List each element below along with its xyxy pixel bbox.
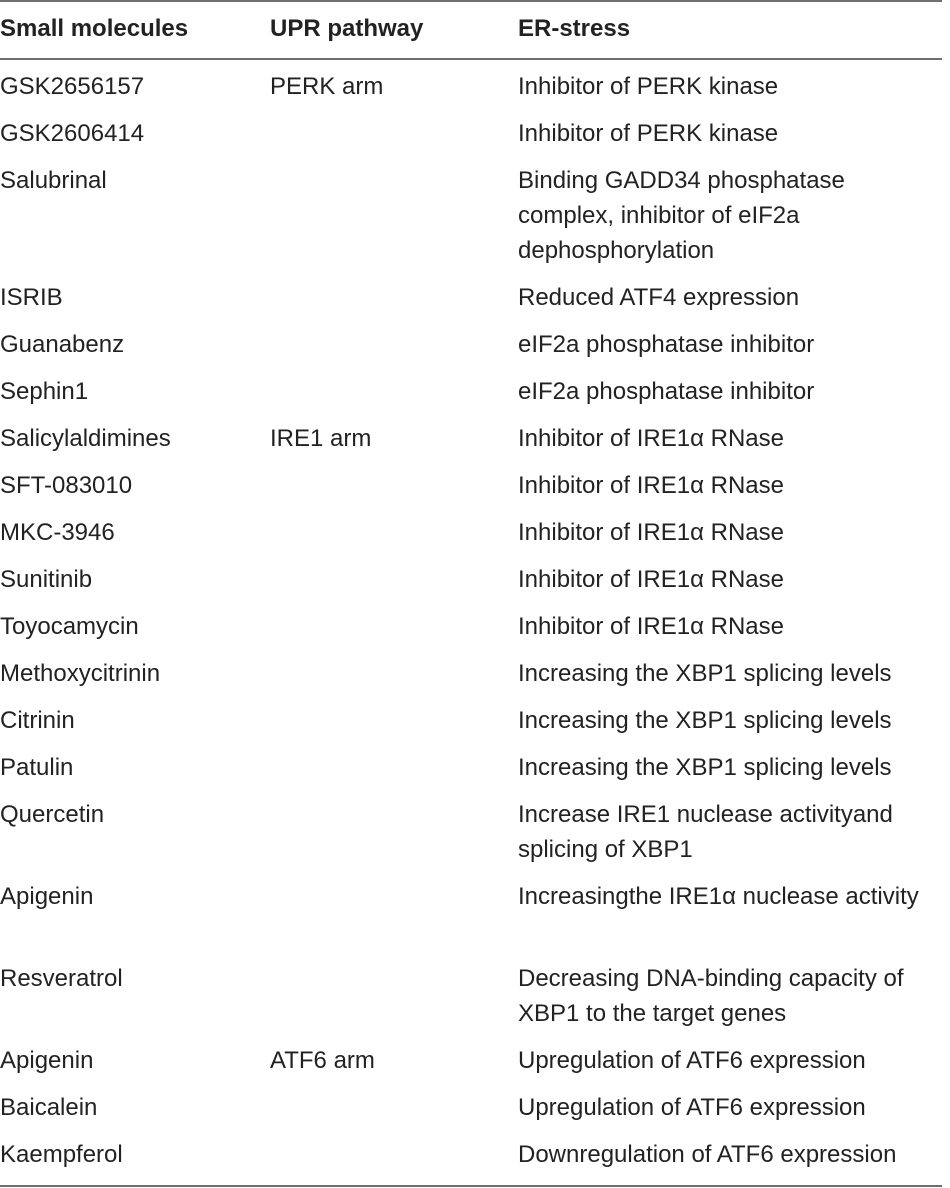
molecule-cell: Salubrinal — [0, 167, 107, 194]
effect-cell: Inhibitor of IRE1α RNase — [518, 472, 784, 499]
molecule-cell: Guanabenz — [0, 331, 125, 358]
table-row — [0, 647, 942, 694]
table-row — [0, 412, 942, 459]
table-row — [0, 788, 942, 870]
table-row — [0, 741, 942, 788]
table-row — [0, 506, 942, 553]
table-row — [0, 60, 942, 107]
molecule-cell: Apigenin — [0, 1047, 94, 1074]
effect-cell: Upregulation of ATF6 expression — [518, 1047, 866, 1074]
table-row — [0, 365, 942, 412]
effect-cell: Inhibitor of IRE1α RNase — [518, 566, 784, 593]
molecule-cell: MKC-3946 — [0, 519, 115, 546]
pathway-cell: ATF6 arm — [270, 1047, 375, 1074]
table-row — [0, 553, 942, 600]
effect-cell: Inhibitor of PERK kinase — [518, 120, 779, 147]
table-row — [0, 694, 942, 741]
table-header-row — [0, 0, 942, 58]
effect-cell: eIF2a phosphatase inhibitor — [518, 378, 815, 405]
table-row — [0, 870, 942, 952]
molecule-cell: Methoxycitrinin — [0, 660, 161, 687]
table-row — [0, 952, 942, 1034]
pathway-cell: IRE1 arm — [270, 425, 372, 452]
table-row — [0, 1034, 942, 1081]
molecule-cell: GSK2606414 — [0, 120, 145, 147]
header-er-stress: ER-stress — [518, 15, 631, 42]
molecule-cell: Apigenin — [0, 883, 94, 910]
molecule-cell: Resveratrol — [0, 965, 123, 992]
molecule-cell: GSK2656157 — [0, 73, 145, 100]
effect-cell: Inhibitor of IRE1α RNase — [518, 613, 784, 640]
effect-cell: Decreasing DNA-binding capacity of XBP1 to the target genes — [518, 965, 904, 1027]
table-row — [0, 459, 942, 506]
table-row — [0, 107, 942, 154]
effect-cell: Downregulation of ATF6 expression — [518, 1141, 897, 1168]
molecule-cell: Toyocamycin — [0, 613, 139, 640]
effect-cell: Increasingthe IRE1α nuclease activity — [518, 883, 919, 910]
effect-cell: Increase IRE1 nuclease activityand splicing of XBP1 — [518, 801, 893, 863]
molecule-cell: Citrinin — [0, 707, 75, 734]
table-bottom-rule — [0, 1185, 942, 1187]
effect-cell: Inhibitor of IRE1α RNase — [518, 425, 784, 452]
header-upr-pathway: UPR pathway — [270, 15, 424, 42]
molecule-cell: SFT-083010 — [0, 472, 133, 499]
effect-cell: Reduced ATF4 expression — [518, 284, 800, 311]
pathway-cell: PERK arm — [270, 73, 384, 100]
effect-cell: eIF2a phosphatase inhibitor — [518, 331, 815, 358]
effect-cell: Upregulation of ATF6 expression — [518, 1094, 866, 1121]
molecule-cell: Sephin1 — [0, 378, 89, 405]
molecule-cell: Baicalein — [0, 1094, 98, 1121]
table-row — [0, 318, 942, 365]
molecule-cell: Kaempferol — [0, 1141, 123, 1168]
molecule-cell: Sunitinib — [0, 566, 93, 593]
effect-cell: Inhibitor of PERK kinase — [518, 73, 779, 100]
effect-cell: Binding GADD34 phosphatase complex, inhibitor of eIF2a dephosphorylation — [518, 167, 845, 264]
molecule-cell: ISRIB — [0, 284, 63, 311]
table-row — [0, 600, 942, 647]
effect-cell: Inhibitor of IRE1α RNase — [518, 519, 784, 546]
effect-cell: Increasing the XBP1 splicing levels — [518, 754, 892, 781]
effect-cell: Increasing the XBP1 splicing levels — [518, 707, 892, 734]
table-row — [0, 271, 942, 318]
table-row — [0, 1081, 942, 1128]
molecule-cell: Quercetin — [0, 801, 105, 828]
table-row — [0, 154, 942, 271]
effect-cell: Increasing the XBP1 splicing levels — [518, 660, 892, 687]
header-small-molecules: Small molecules — [0, 15, 189, 42]
table-body — [0, 60, 942, 1175]
molecule-cell: Patulin — [0, 754, 74, 781]
molecule-cell: Salicylaldimines — [0, 425, 171, 452]
table-row — [0, 1128, 942, 1175]
